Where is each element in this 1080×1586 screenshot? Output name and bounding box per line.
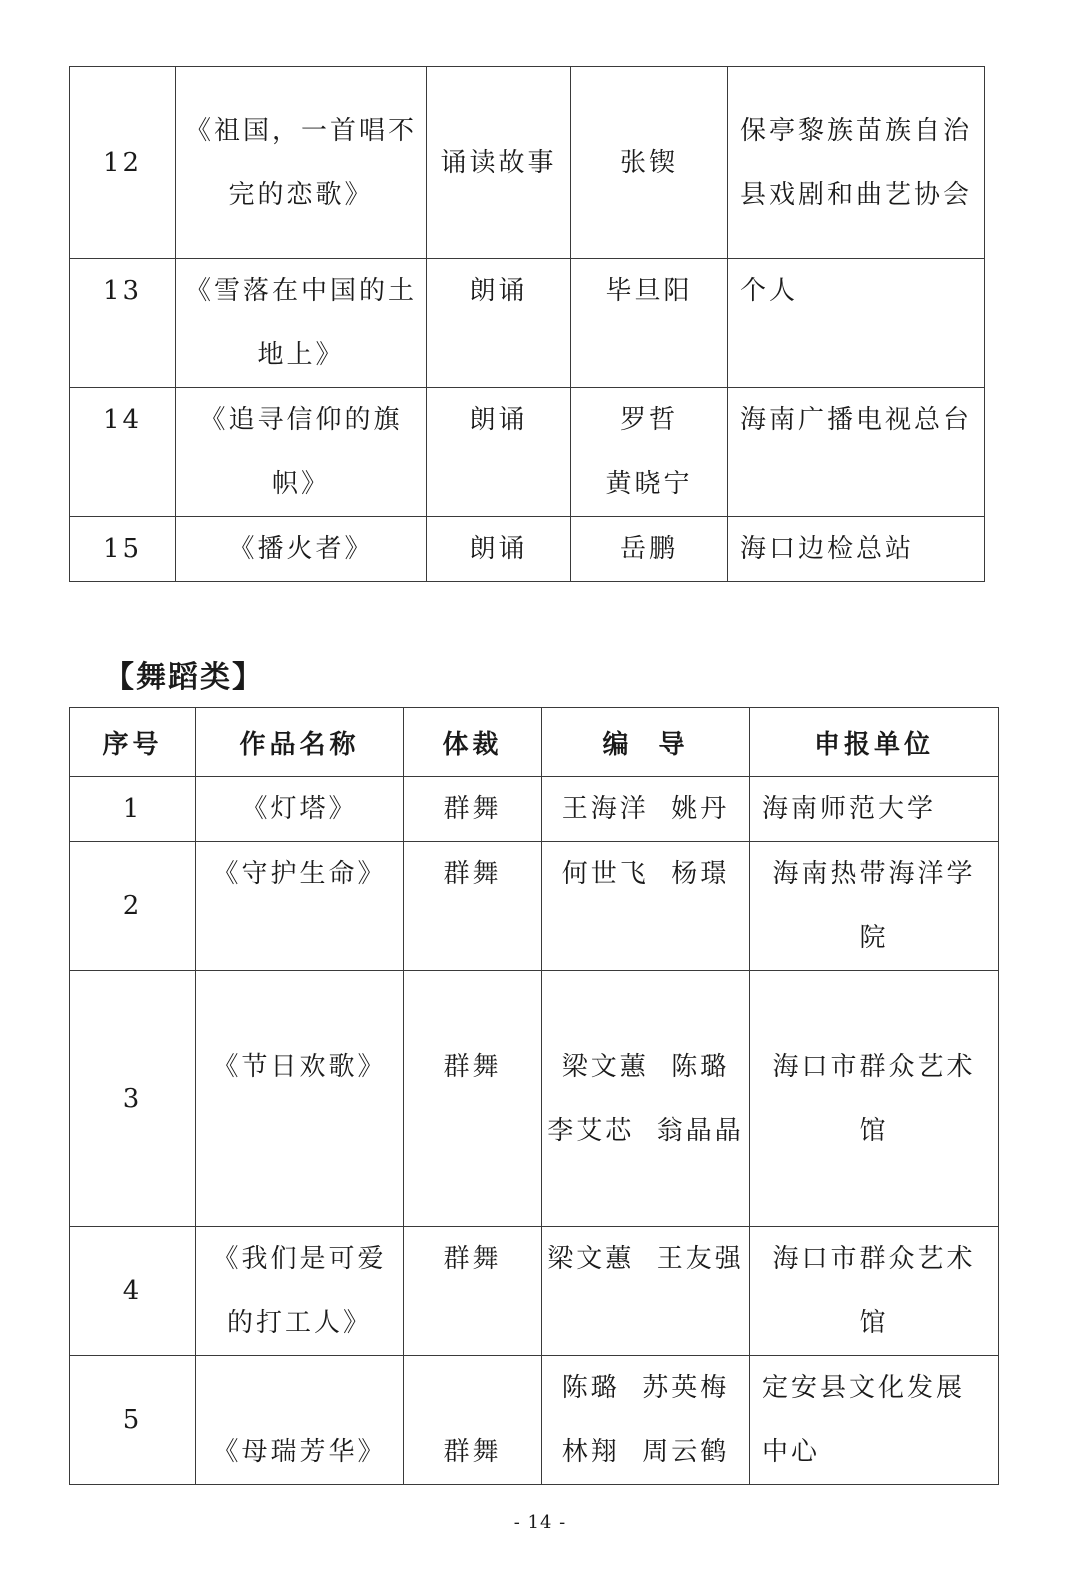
performer [571, 67, 728, 259]
genre: 朗诵 [427, 259, 571, 388]
spacer [404, 1356, 541, 1420]
choreographer-line: 何世飞 杨璟 [561, 859, 730, 889]
table-row [70, 842, 999, 971]
genre-text: 群舞 [443, 1437, 502, 1467]
table-row [70, 1227, 999, 1356]
submitting-unit [750, 1227, 999, 1356]
column-header: 序号 [70, 708, 196, 777]
work-title-line: 《节日欢歌》 [212, 1052, 387, 1082]
work-title-line: 的打工人》 [226, 1308, 372, 1338]
work-title-line: 《播火者》 [228, 534, 374, 564]
unit-line: 县戏剧和曲艺协会 [740, 179, 973, 210]
work-title [176, 67, 427, 259]
genre: 群舞 [404, 777, 542, 842]
choreographer [542, 1227, 750, 1356]
choreographer-line: 梁文蕙 陈璐 [561, 1052, 730, 1082]
unit-line: 馆 [859, 1308, 889, 1338]
performer [571, 517, 728, 582]
choreographer [542, 777, 750, 842]
work-title [196, 1227, 404, 1356]
genre: 朗诵 [427, 388, 571, 517]
table-row [70, 259, 985, 388]
unit-line: 院 [859, 923, 889, 953]
performer-name: 岳鹏 [619, 534, 678, 564]
unit-line: 海口边检总站 [740, 534, 915, 564]
work-title [196, 1356, 404, 1485]
submitting-unit [728, 259, 985, 388]
unit-line: 海口市群众艺术 [772, 1244, 976, 1274]
genre: 群舞 [404, 1227, 542, 1356]
choreographer-line: 王海洋 姚丹 [561, 794, 730, 824]
work-title-line: 《母瑞芳华》 [212, 1437, 387, 1467]
choreographer-line: 梁文蕙 王友强 [547, 1244, 744, 1274]
unit-line: 馆 [859, 1116, 889, 1146]
row-number: 13 [70, 259, 176, 388]
unit-line: 海南热带海洋学 [772, 859, 976, 889]
choreographer-line: 陈璐 苏英梅 [561, 1373, 730, 1403]
unit-line: 个人 [740, 276, 799, 306]
genre: 群舞 [404, 842, 542, 971]
performer-name: 张锲 [619, 147, 678, 178]
choreographer [542, 1356, 750, 1485]
unit-line: 海口市群众艺术 [772, 1052, 976, 1082]
row-number: 12 [70, 67, 176, 259]
row-number: 14 [70, 388, 176, 517]
work-title-line: 地上》 [257, 340, 345, 370]
spacer [196, 971, 403, 1035]
genre [404, 971, 542, 1227]
table-row [70, 67, 985, 259]
work-title-line: 完的恋歌》 [228, 179, 374, 210]
work-title-line: 《灯塔》 [241, 794, 358, 824]
table-header-row [70, 708, 999, 777]
dance-program-table [69, 707, 999, 1485]
choreographer-line: 李艾芯 翁晶晶 [547, 1116, 744, 1146]
unit-line: 海南广播电视总台 [740, 405, 973, 435]
row-number: 1 [70, 777, 196, 842]
work-title [176, 517, 427, 582]
genre: 朗诵 [427, 517, 571, 582]
spacer [750, 971, 998, 1035]
submitting-unit [750, 777, 999, 842]
work-title [196, 777, 404, 842]
work-title-line: 《雪落在中国的土 [184, 276, 417, 306]
work-title [196, 971, 404, 1227]
table-row [70, 388, 985, 517]
page-number: - 14 - [513, 1512, 567, 1533]
genre: 诵读故事 [427, 67, 571, 259]
choreographer [542, 971, 750, 1227]
submitting-unit [728, 388, 985, 517]
work-title [176, 388, 427, 517]
performer-name: 黄晓宁 [605, 469, 693, 499]
spacer [196, 1356, 403, 1420]
table-row [70, 517, 985, 582]
submitting-unit [750, 971, 999, 1227]
program-table-continued [69, 66, 985, 582]
work-title-line: 《我们是可爱 [212, 1244, 387, 1274]
work-title-line: 《祖国，一首唱不 [184, 115, 417, 146]
row-number: 15 [70, 517, 176, 582]
performer [571, 388, 728, 517]
genre [404, 1356, 542, 1485]
row-number: 2 [70, 842, 196, 971]
submitting-unit [750, 842, 999, 971]
performer [571, 259, 728, 388]
genre-text: 群舞 [443, 1052, 502, 1082]
spacer [404, 971, 541, 1035]
row-number: 3 [70, 971, 196, 1227]
work-title-line: 《守护生命》 [212, 859, 387, 889]
column-header: 申报单位 [750, 708, 999, 777]
work-title [176, 259, 427, 388]
submitting-unit [728, 517, 985, 582]
unit-line: 保亭黎族苗族自治 [740, 115, 973, 146]
performer-name: 罗哲 [619, 405, 678, 435]
row-number: 5 [70, 1356, 196, 1485]
row-number: 4 [70, 1227, 196, 1356]
performer-name: 毕旦阳 [605, 276, 693, 306]
work-title-line: 《追寻信仰的旗 [199, 405, 403, 435]
submitting-unit [750, 1356, 999, 1485]
unit-line: 中心 [762, 1437, 821, 1467]
choreographer-line: 林翔 周云鹤 [561, 1437, 730, 1467]
column-header: 作品名称 [196, 708, 404, 777]
table-row [70, 1356, 999, 1485]
table-row [70, 777, 999, 842]
column-header: 体裁 [404, 708, 542, 777]
submitting-unit [728, 67, 985, 259]
unit-line: 海南师范大学 [762, 794, 937, 824]
table-row [70, 971, 999, 1227]
work-title-line: 帜》 [271, 469, 330, 499]
choreographer [542, 842, 750, 971]
section-heading: 【舞蹈类】 [104, 660, 264, 695]
column-header: 编 导 [542, 708, 750, 777]
spacer [542, 971, 749, 1035]
unit-line: 定安县文化发展 [762, 1373, 966, 1403]
work-title [196, 842, 404, 971]
